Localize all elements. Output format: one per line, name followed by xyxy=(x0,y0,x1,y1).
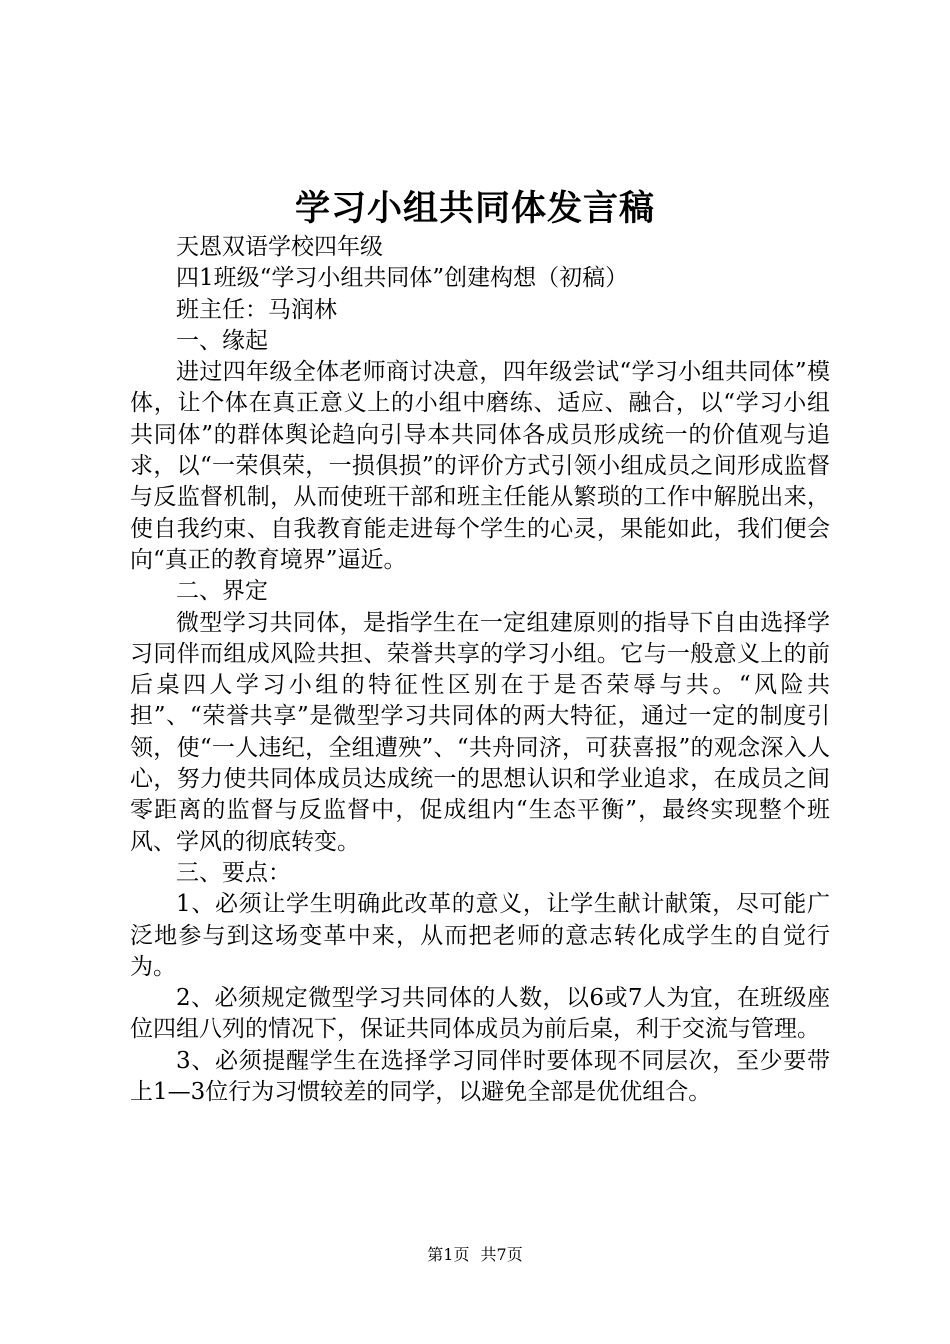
teacher-line: 班主任：马润林 xyxy=(176,296,337,323)
key-point-1: 1、必须让学生明确此改革的意义，让学生献计献策，尽可能广泛地参与到这场变革中来，从而把老师的意志转化成学生的自觉行为。 xyxy=(130,891,830,980)
document-title: 学习小组共同体发言稿 xyxy=(294,189,655,229)
paragraph-origin: 进过四年级全体老师商讨决意，四年级尝试“学习小组共同体”模体，让个体在真正意义上的小组中磨练、适应、融合，以“学习小组共同体”的群体舆论趋向引导本共同体各成员形成统一的价值观与追求，以“一荣俱荣，一损俱损”的评价方式引领小组成员之间形成监督与反监督机制，从而使班干部和班主任能从繁琐的工作中解脱出来，使自我约束、自我教育能走进每个学生的心灵，果能如此，我们便会向“真正的教育境界”逼近。 xyxy=(130,359,830,573)
section-heading-origin: 一、缘起 xyxy=(176,327,268,354)
page-total: 共7页 xyxy=(480,1245,523,1264)
section-heading-key-points: 三、要点： xyxy=(176,859,291,886)
document-body xyxy=(130,232,830,1108)
key-point-2: 2、必须规定微型学习共同体的人数，以6或7人为宜，在班级座位四组八列的情况下，保证共同体成员为前后桌，利于交流与管理。 xyxy=(130,985,830,1043)
page-footer xyxy=(0,1243,950,1267)
class-plan-line: 四1班级“学习小组共同体”创建构想（初稿） xyxy=(176,265,629,292)
section-heading-definition: 二、界定 xyxy=(176,578,268,605)
page-number: 第1页 xyxy=(427,1245,470,1264)
key-point-3: 3、必须提醒学生在选择学习同伴时要体现不同层次，至少要带上1—3位行为习惯较差的同学，以避免全部是优优组合。 xyxy=(130,1047,830,1106)
school-line: 天恩双语学校四年级 xyxy=(176,234,383,260)
paragraph-definition: 微型学习共同体，是指学生在一定组建原则的指导下自由选择学习同伴而组成风险共担、荣誉共享的学习小组。它与一般意义上的前后桌四人学习小组的特征性区别在于是否荣辱与共。“风险共担”、“荣誉共享”是微型学习共同体的两大特征，通过一定的制度引领，使“一人违纪，全组遭殃”、“共舟同济，可获喜报”的观念深入人心，努力使共同体成员达成统一的思想认识和学业追求，在成员之间零距离的监督与反监督中，促成组内“生态平衡”，最终实现整个班风、学风的彻底转变。 xyxy=(130,609,830,855)
